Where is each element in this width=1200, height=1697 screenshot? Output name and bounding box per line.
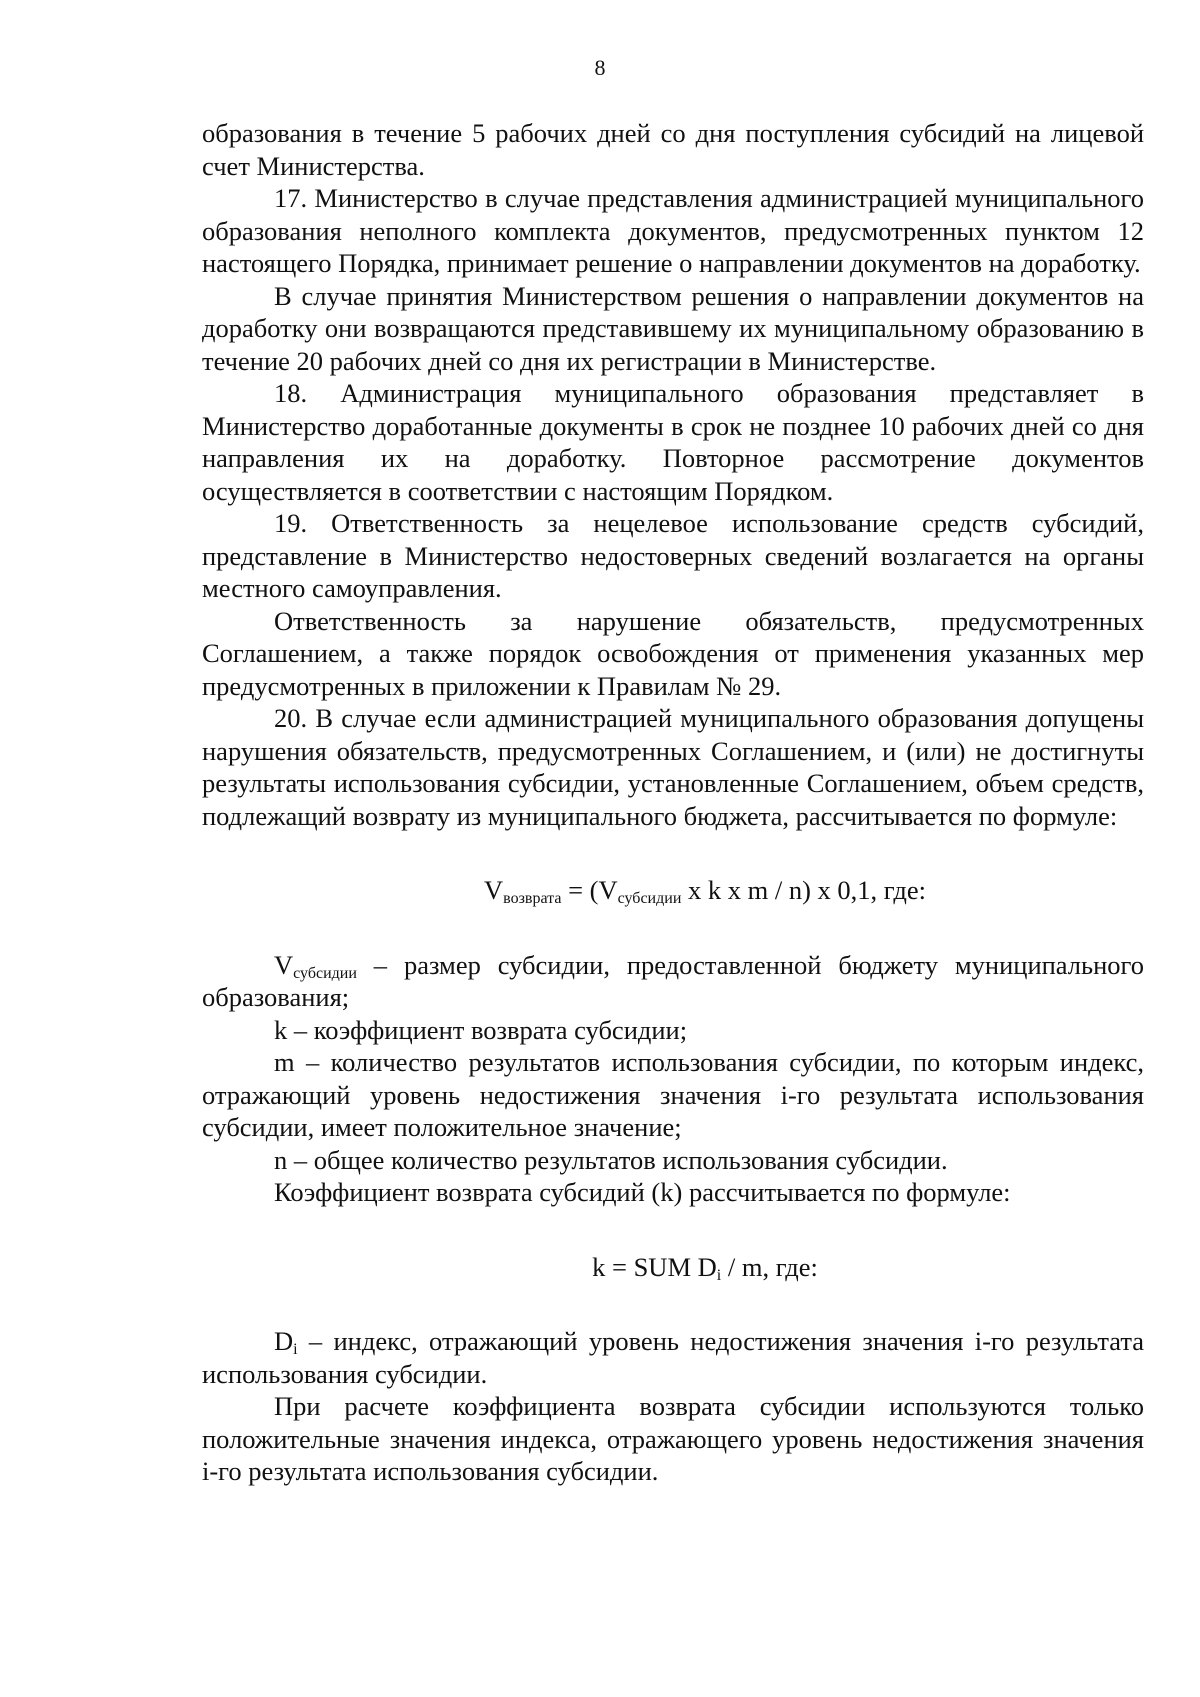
definition-k: k – коэффициент возврата субсидии; <box>274 1014 688 1045</box>
paragraph-item-20: 20. В случае если администрацией муниципального образования допущены нарушения обязательств, предусмотренных Соглашением, и (или) не достигнуты результаты использования субсидии, установленные Соглашением, объем средств, подлежащий возврату из муниципального бюджета, рассчитывается по формуле: <box>202 703 1144 831</box>
formula2-tail: / m, где: <box>721 1251 818 1282</box>
formula-sub-subsidy: субсидии <box>617 890 682 907</box>
definition-m: m – количество результатов использования субсидии, по которым индекс, отражающий уровень недостижения значения i-го результата использования субсидии, имеет положительное значение; <box>202 1047 1144 1142</box>
formula-sub-return: возврата <box>503 890 562 907</box>
formula-coefficient <box>202 1251 1144 1284</box>
document-body <box>202 117 1144 1488</box>
formula-return-volume <box>202 874 1144 907</box>
formula-tail: x k x m / n) x 0,1, где: <box>681 875 926 905</box>
def-v-sub: субсидии <box>293 964 357 982</box>
paragraph-item-19: 19. Ответственность за нецелевое использование средств субсидий, представление в Министерство недостоверных сведений возлагается на органы местного самоуправления. <box>202 508 1144 603</box>
definition-d-index <box>202 1325 1144 1390</box>
def-d-symbol: D <box>274 1326 294 1356</box>
formula-v-symbol: V <box>484 875 504 905</box>
paragraph-item-19-liability: Ответственность за нарушение обязательств, предусмотренных Соглашением, а также порядок освобождения от применения указанных мер предусмотренных в приложении к Правилам № 29. <box>202 605 1144 701</box>
def-d-sub: i <box>293 1341 298 1358</box>
paragraph-continuation: образования в течение 5 рабочих дней со дня поступления субсидий на лицевой счет Министерства. <box>202 118 1144 181</box>
def-d-text: – индекс, отражающий уровень недостижения значения i-го результата использования субсидии. <box>202 1326 1144 1389</box>
def-v-text: – размер субсидии, предоставленной бюджету муниципального образования; <box>202 949 1144 1012</box>
paragraph-item-18: 18. Администрация муниципального образования представляет в Министерство доработанные документы в срок не позднее 10 рабочих дней со дня направления их на доработку. Повторное рассмотрение документов осуществляется в соответствии с настоящим Порядком. <box>202 378 1144 506</box>
coefficient-intro: Коэффициент возврата субсидий (k) рассчитывается по формуле: <box>274 1177 1011 1207</box>
def-v-symbol: V <box>274 949 294 980</box>
paragraph-item-17: 17. Министерство в случае представления администрацией муниципального образования неполного комплекта документов, предусмотренных пунктом 12 настоящего Порядка, принимает решение о направлении документов на доработку. <box>202 183 1144 278</box>
closing-paragraph: При расчете коэффициента возврата субсидии используются только положительные значения индекса, отражающего уровень недостижения значения i-го результата использования субсидии. <box>202 1391 1144 1486</box>
page-number: 8 <box>594 55 606 80</box>
formula-middle: = (V <box>561 875 618 905</box>
definition-v-subsidy <box>202 949 1144 1014</box>
definition-n: n – общее количество результатов использования субсидии. <box>274 1144 948 1175</box>
paragraph-item-17-return: В случае принятия Министерством решения о направлении документов на доработку они возвращаются представившему их муниципальному образованию в течение 20 рабочих дней со дня их регистрации в Министерстве. <box>202 280 1144 376</box>
formula2-sub: i <box>716 1266 722 1284</box>
formula2-head: k = SUM D <box>592 1251 717 1282</box>
